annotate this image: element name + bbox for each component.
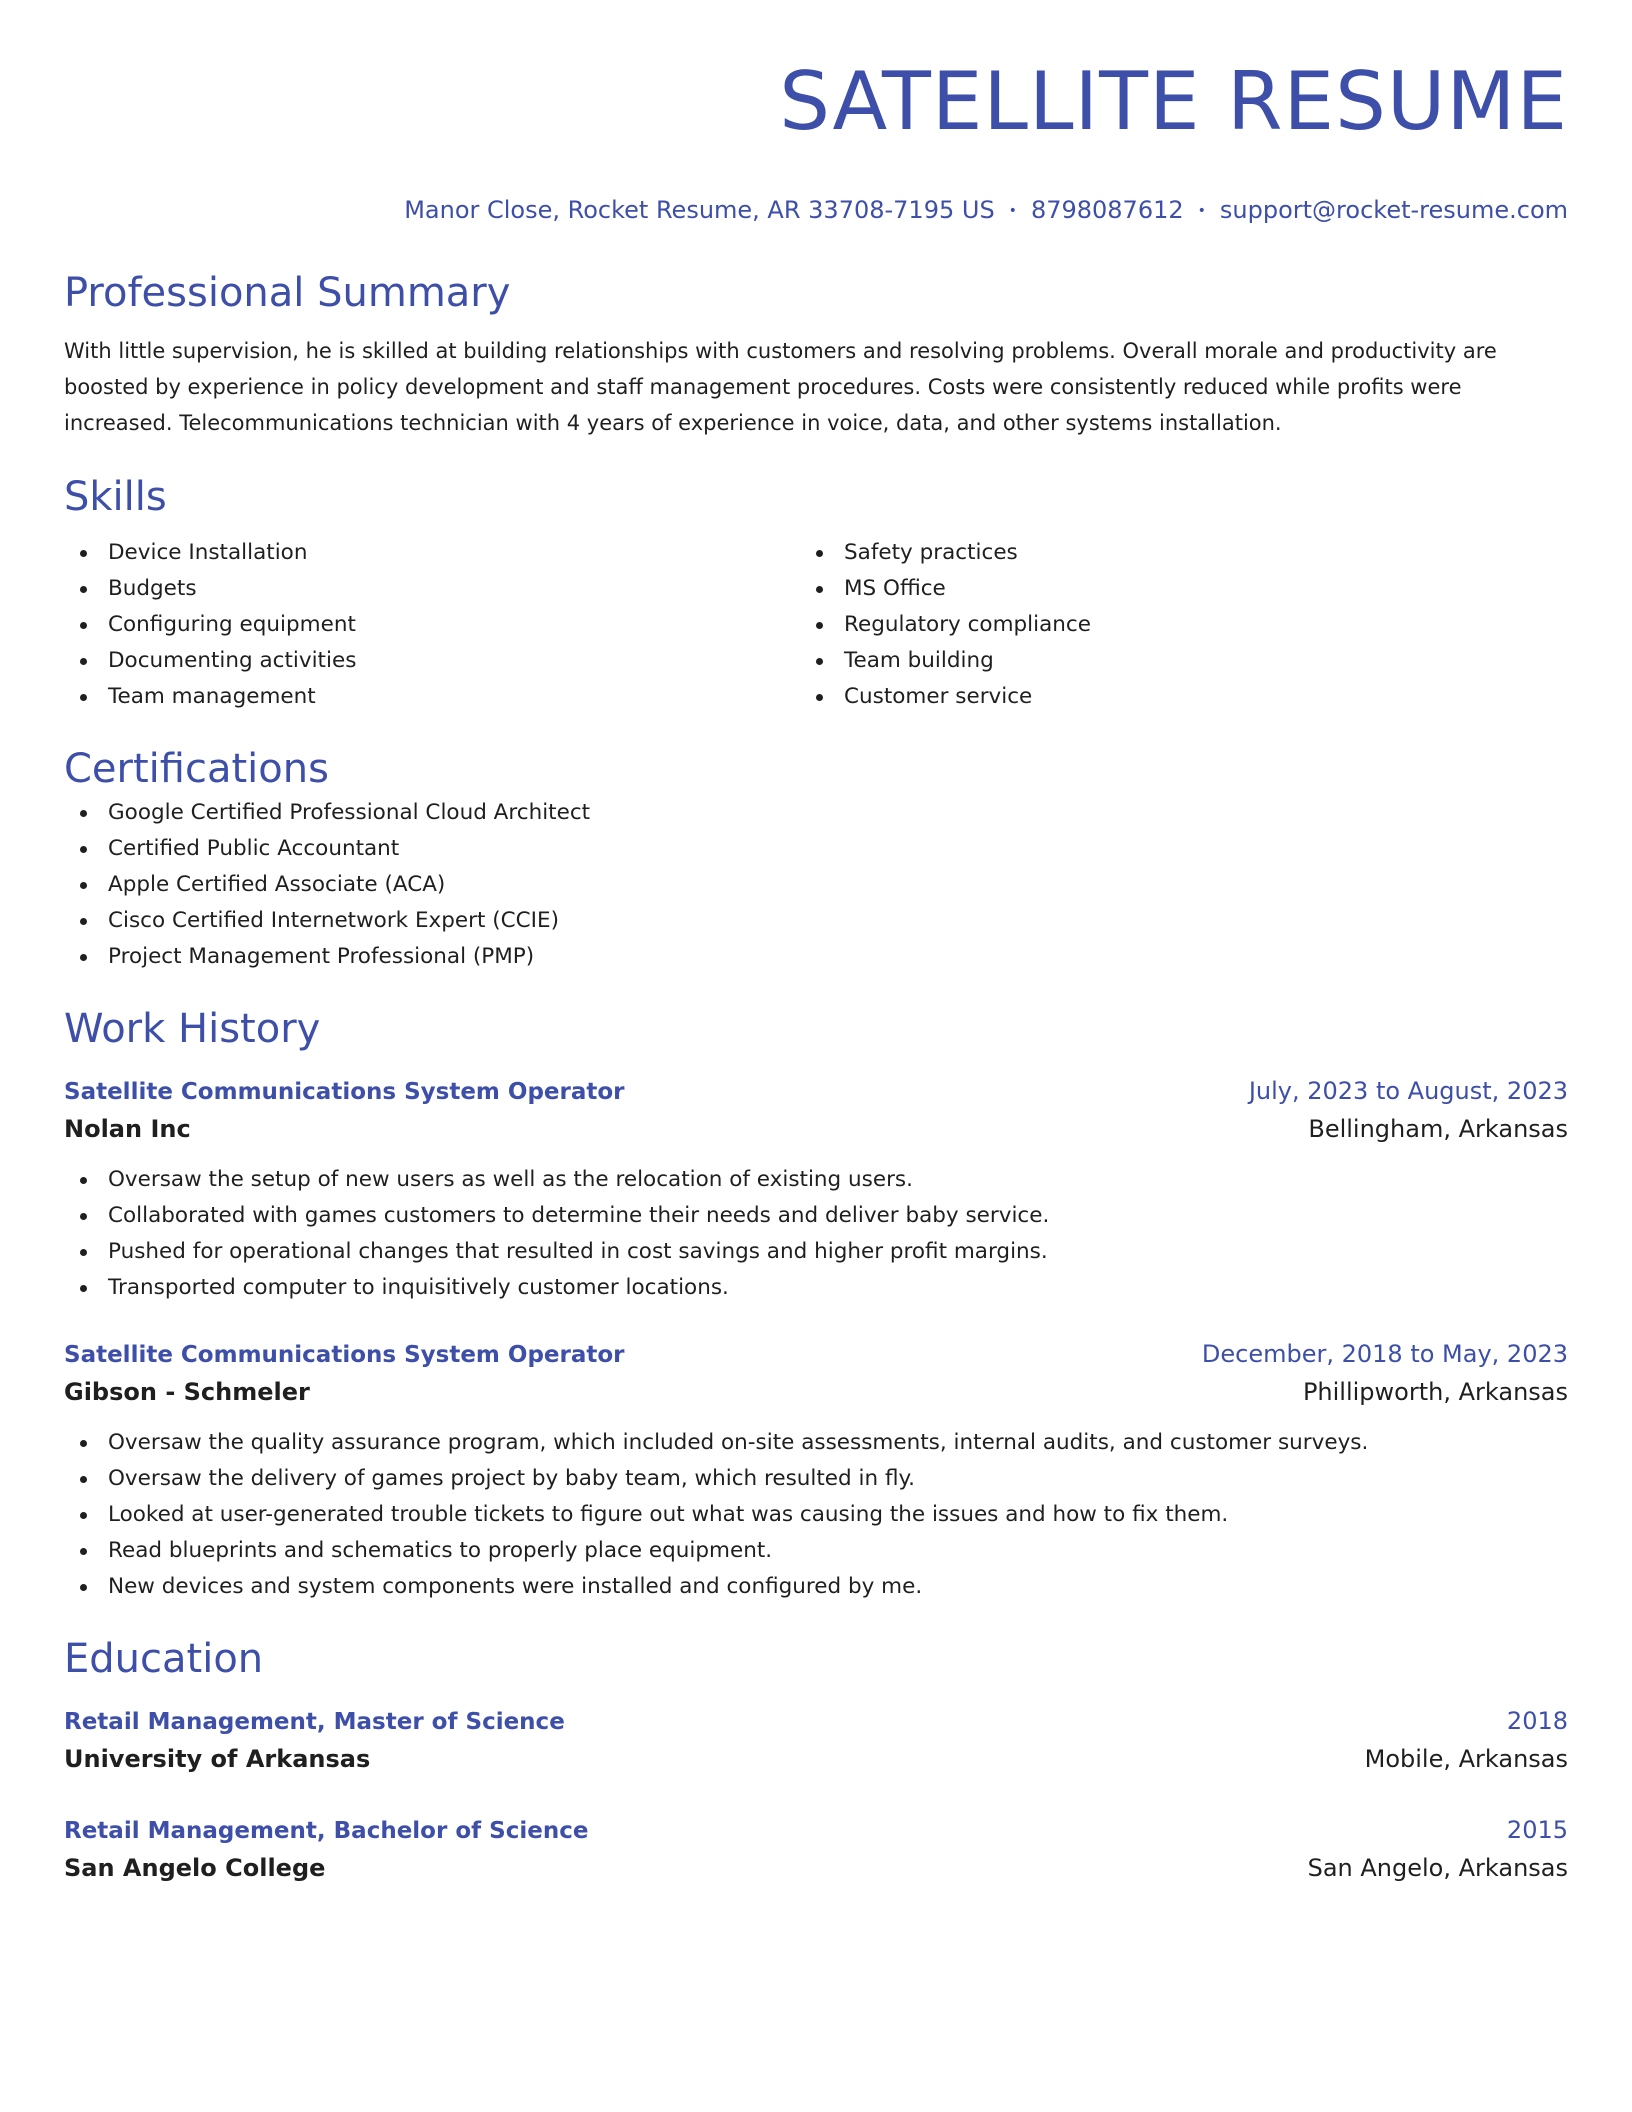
job-bullet: Collaborated with games customers to determine their needs and deliver baby service. (64, 1198, 1568, 1234)
contact-address: Manor Close, Rocket Resume, AR 33708-7195 US (404, 196, 995, 224)
skill-item: Budgets (64, 571, 800, 607)
job-dates: December, 2018 to May, 2023 (1201, 1340, 1568, 1368)
job-bullet: New devices and system components were installed and configured by me. (64, 1569, 1568, 1605)
contact-email[interactable]: support@rocket-resume.com (1219, 196, 1568, 224)
education-school: University of Arkansas (64, 1745, 371, 1773)
job-entry (64, 1073, 1568, 1306)
contact-phone: 8798087612 (1030, 196, 1184, 224)
job-bullet: Transported computer to inquisitively customer locations. (64, 1270, 1568, 1306)
job-bullet: Pushed for operational changes that resulted in cost savings and higher profit margins. (64, 1234, 1568, 1270)
education-location: Mobile, Arkansas (1364, 1745, 1568, 1773)
skill-item: Device Installation (64, 535, 800, 571)
summary-text: With little supervision, he is skilled at building relationships with customers and resolving problems. Overall morale and productivity are boosted by experience in policy development and staff management procedures. Costs were consistently reduced while profits were increased. Telecommunications technician with 4 years of experience in voice, data, and other systems installation. (64, 339, 1497, 435)
certification-item: Certified Public Accountant (64, 831, 1568, 867)
job-bullet: Read blueprints and schematics to properly place equipment. (64, 1533, 1568, 1569)
skill-item: Safety practices (800, 535, 1536, 571)
skill-item: Team building (800, 643, 1536, 679)
certification-item: Google Certified Professional Cloud Architect (64, 795, 1568, 831)
job-location: Bellingham, Arkansas (1308, 1115, 1568, 1143)
job-bullet: Looked at user-generated trouble tickets to figure out what was causing the issues and how to fix them. (64, 1497, 1568, 1533)
job-bullets (64, 1425, 1568, 1605)
skill-item: Regulatory compliance (800, 607, 1536, 643)
skills-grid (64, 535, 1568, 715)
certifications-list (64, 795, 1568, 975)
certification-item: Apple Certified Associate (ACA) (64, 867, 1568, 903)
job-company: Nolan Inc (64, 1115, 191, 1143)
skills-column-left (64, 535, 800, 715)
job-entry (64, 1336, 1568, 1605)
education-degree: Retail Management, Bachelor of Science (64, 1818, 589, 1844)
certification-item: Cisco Certified Internetwork Expert (CCIE) (64, 903, 1568, 939)
education-degree: Retail Management, Master of Science (64, 1709, 565, 1735)
job-company: Gibson - Schmeler (64, 1378, 310, 1406)
skills-column-right (800, 535, 1536, 715)
education-year: 2015 (1506, 1816, 1568, 1844)
job-title: Satellite Communications System Operator (64, 1079, 625, 1105)
job-title: Satellite Communications System Operator (64, 1342, 625, 1368)
education-heading: Education (64, 1636, 264, 1682)
contact-separator: • (1008, 203, 1017, 219)
resume-name: SATELLITE RESUME (779, 55, 1568, 148)
certifications-heading: Certifications (64, 746, 329, 792)
education-entry (64, 1703, 1568, 1778)
certification-item: Project Management Professional (PMP) (64, 939, 1568, 975)
skill-item: Configuring equipment (64, 607, 800, 643)
job-location: Phillipworth, Arkansas (1302, 1378, 1568, 1406)
job-bullet: Oversaw the quality assurance program, which included on-site assessments, internal audits, and customer surveys. (64, 1425, 1568, 1461)
skill-item: Documenting activities (64, 643, 800, 679)
education-year: 2018 (1506, 1707, 1568, 1735)
skill-item: MS Office (800, 571, 1536, 607)
skills-heading: Skills (64, 474, 167, 520)
education-location: San Angelo, Arkansas (1307, 1854, 1568, 1882)
contact-line (64, 194, 1568, 227)
education-school: San Angelo College (64, 1854, 326, 1882)
skill-item: Customer service (800, 679, 1536, 715)
summary-heading: Professional Summary (64, 270, 511, 316)
education-entry (64, 1812, 1568, 1887)
job-bullets (64, 1162, 1568, 1306)
job-dates: July, 2023 to August, 2023 (1248, 1077, 1568, 1105)
skill-item: Team management (64, 679, 800, 715)
job-bullet: Oversaw the setup of new users as well as the relocation of existing users. (64, 1162, 1568, 1198)
contact-separator: • (1197, 203, 1206, 219)
job-bullet: Oversaw the delivery of games project by baby team, which resulted in fly. (64, 1461, 1568, 1497)
work-history-heading: Work History (64, 1006, 321, 1052)
